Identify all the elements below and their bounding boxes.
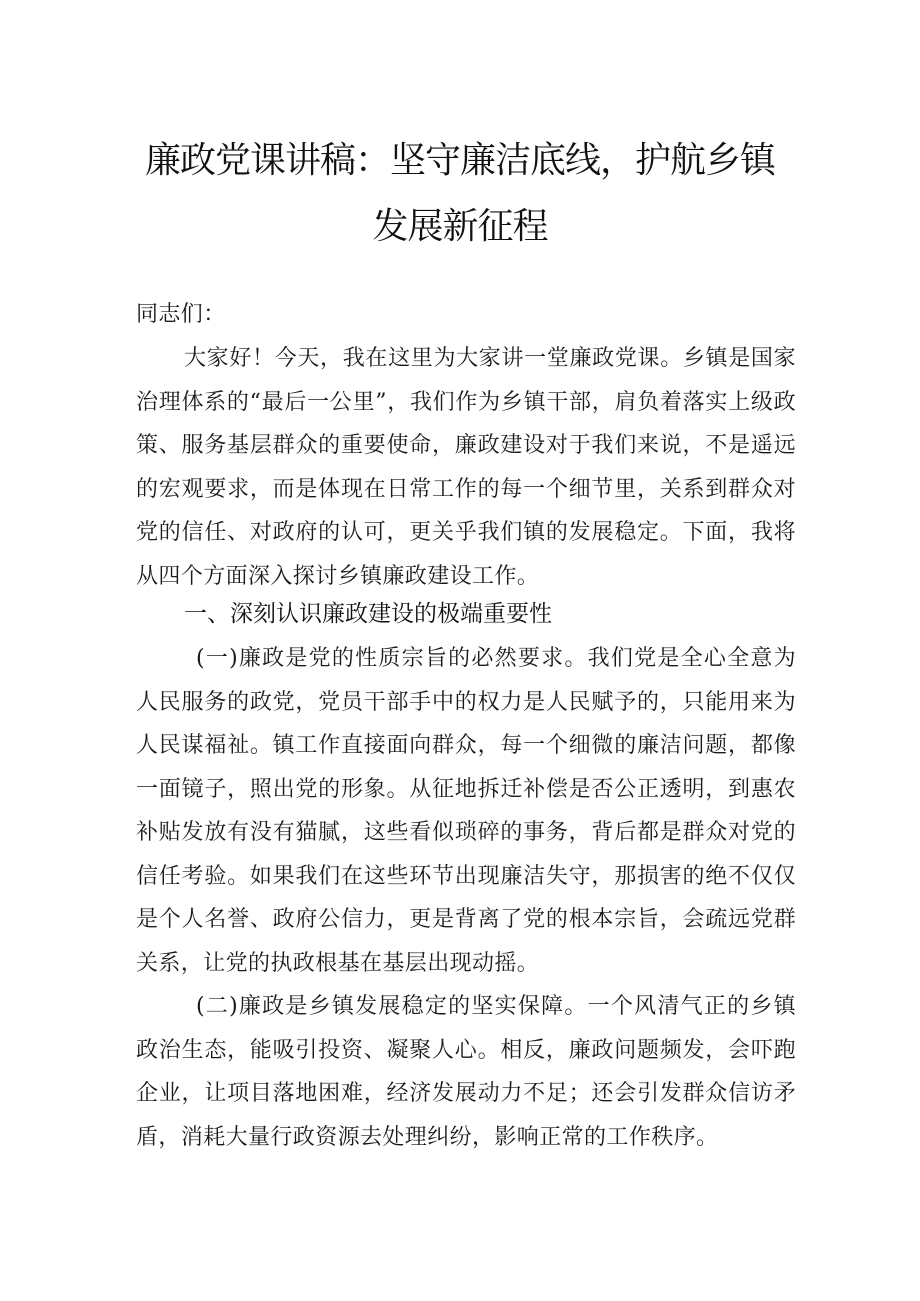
salutation: 同志们： xyxy=(136,302,226,327)
document-title-line2: 发展新征程 xyxy=(372,206,548,247)
document-title-line1: 廉政党课讲稿：坚守廉洁底线，护航乡镇 xyxy=(144,140,775,181)
intro-paragraph: 大家好！今天，我在这里为大家讲一堂廉政党课。乡镇是国家治理体系的“最后一公里”，我们作为乡镇干部，肩负着落实上级政策、服务基层群众的重要使命，廉政建设对于我们来说，不是遥远的宏观要求，而是体现在日常工作的每一个细节里，关系到群众对党的信任、对政府的认可，更关乎我们镇的发展稳定。下面，我将从四个方面深入探讨乡镇廉政建设工作。 xyxy=(136,346,796,589)
section1-paragraph-2: (二)廉政是乡镇发展稳定的坚实保障。一个风清气正的乡镇政治生态，能吸引投资、凝聚人心。相反，廉政问题频发，会吓跑企业，让项目落地困难，经济发展动力不足；还会引发群众信访矛盾，消耗大量行政资源去处理纠纷，影响正常的工作秩序。 xyxy=(136,994,796,1150)
section-heading-1: 一、深刻认识廉政建设的极端重要性 xyxy=(184,601,552,627)
section1-paragraph-1: (一)廉政是党的性质宗旨的必然要求。我们党是全心全意为人民服务的政党，党员干部手中的权力是人民赋予的，只能用来为人民谋福祉。镇工作直接面向群众，每一个细微的廉洁问题，都像一面镜子，照出党的形象。从征地拆迁补偿是否公正透明，到惠农补贴发放有没有猫腻，这些看似琐碎的事务，背后都是群众对党的信任考验。如果我们在这些环节出现廉洁失守，那损害的绝不仅仅是个人名誉、政府公信力，更是背离了党的根本宗旨，会疏远党群关系，让党的执政根基在基层出现动摇。 xyxy=(136,646,796,976)
